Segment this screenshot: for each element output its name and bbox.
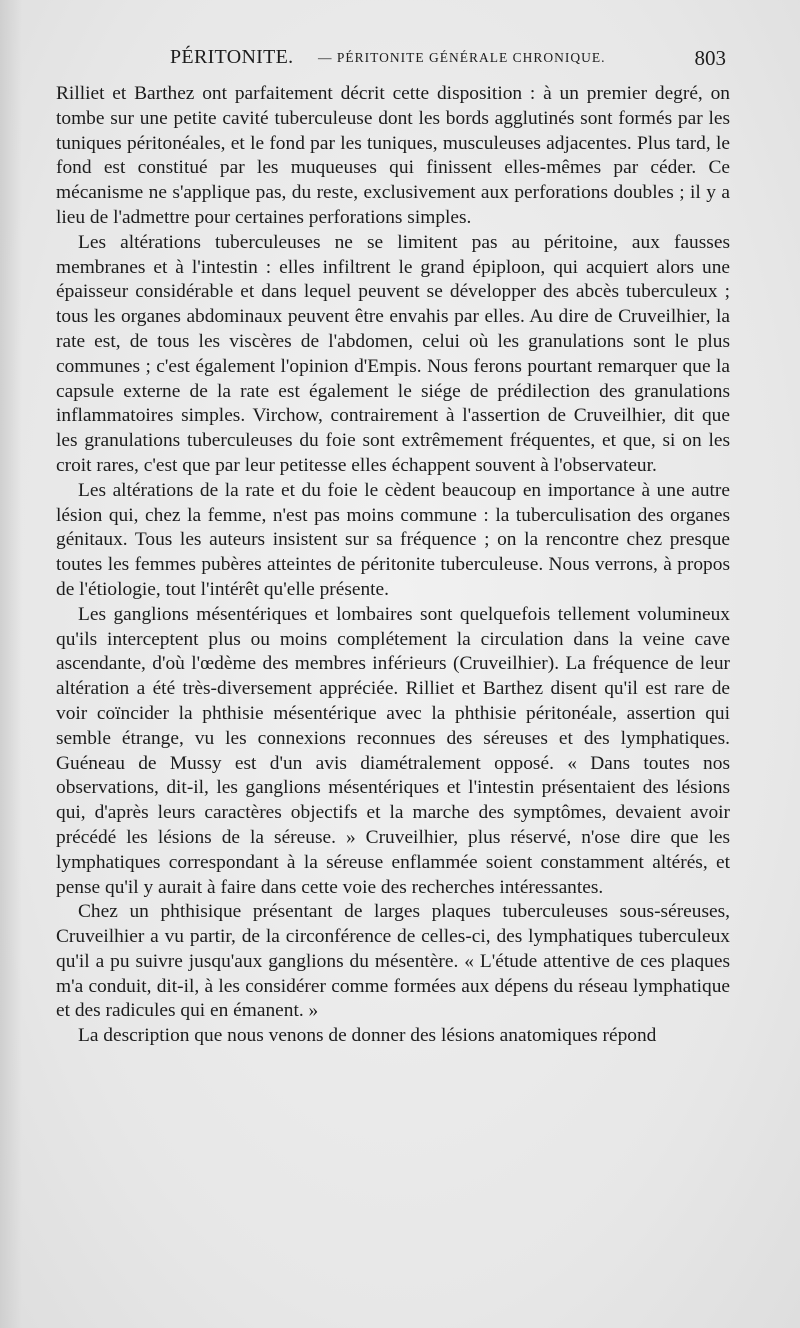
running-head-subtitle: — PÉRITONITE GÉNÉRALE CHRONIQUE. <box>318 50 606 65</box>
page-edge-shadow <box>0 0 22 1328</box>
running-head-title: PÉRITONITE. <box>170 46 294 68</box>
paragraph: Les altérations de la rate et du foie le cèdent beaucoup en importance à une autre lésion qui, chez la femme, n'est pas moins commune : la tuberculisation des organes génitaux. Tous les auteurs insistent sur sa fréquence ; on la rencontre chez presque toutes les femmes pubères atteintes de péritonite tuberculeuse. Nous verrons, à propos de l'étiologie, tout l'intérêt qu'elle présente. <box>56 479 730 600</box>
body-text <box>56 82 730 1049</box>
running-head <box>58 44 734 74</box>
paragraph: Les ganglions mésentériques et lombaires sont quelquefois tellement volumineux qu'ils interceptent plus ou moins complétement la circulation dans la veine cave ascendante, d'où l'œdème des membres inférieurs (Cruveilhier). La fréquence de leur altération a été très-diversement appréciée. Rilliet et Barthez disent qu'il est rare de voir coïncider la phthisie mésentérique avec la phthisie péritonéale, assertion qui semble étrange, vu les connexions reconnues des séreuses et des lymphatiques. Guéneau de Mussy est d'un avis diamétralement opposé. « Dans toutes nos observations, dit-il, les ganglions mésentériques et l'intestin présentaient des lésions qui, d'après leurs caractères objectifs et la marche des symptômes, devaient avoir précédé les lésions de la séreuse. » Cruveilhier, plus réservé, n'ose dire que les lymphatiques correspondant à la séreuse enflammée soient constamment altérés, et pense qu'il y aurait à faire dans cette voie des recherches intéressantes. <box>56 603 730 898</box>
paragraph-partial: La description que nous venons de donner des lésions anatomiques répond <box>78 1025 657 1047</box>
page-number: 803 <box>694 46 726 70</box>
paragraph-continued: Rilliet et Barthez ont parfaitement décrit cette disposition : à un premier degré, on tombe sur une petite cavité tuberculeuse dont les bords agglutinés sont formés par les tuniques péritonéales, et le fond par les tuniques, musculeuses adjacentes. Plus tard, le fond est constitué par les muqueuses qui finissent elles-mêmes par céder. Ce mécanisme ne s'applique pas, du reste, exclusivement aux perforations doubles ; il y a lieu de l'admettre pour certaines perforations simples. <box>56 83 730 228</box>
paragraph: Les altérations tuberculeuses ne se limitent pas au péritoine, aux fausses membranes et à l'intestin : elles infiltrent le grand épiploon, qui acquiert alors une épaisseur considérable et dans lequel peuvent se développer des abcès tuberculeux ; tous les organes abdominaux peuvent être envahis par elles. Au dire de Cruveilhier, la rate est, de tous les viscères de l'abdomen, celui où les granulations sont le plus communes ; c'est également l'opinion d'Empis. Nous ferons pourtant remarquer que la capsule externe de la rate est également le siége de prédilection des granulations inflammatoires simples. Virchow, contrairement à l'assertion de Cruveilhier, dit que les granulations tuberculeuses du foie sont extrêmement fréquentes, et que, si on les croit rares, c'est que par leur petitesse elles échappent souvent à l'observateur. <box>56 231 730 476</box>
paragraph: Chez un phthisique présentant de larges plaques tuberculeuses sous-séreuses, Cruveilhier a vu partir, de la circonférence de celles-ci, des lymphatiques tuberculeux qu'il a pu suivre jusqu'aux ganglions du mésentère. « L'étude attentive de ces plaques m'a conduit, dit-il, à les considérer comme formées aux dépens du réseau lymphatique et des radicules qui en émanent. » <box>56 901 730 1022</box>
